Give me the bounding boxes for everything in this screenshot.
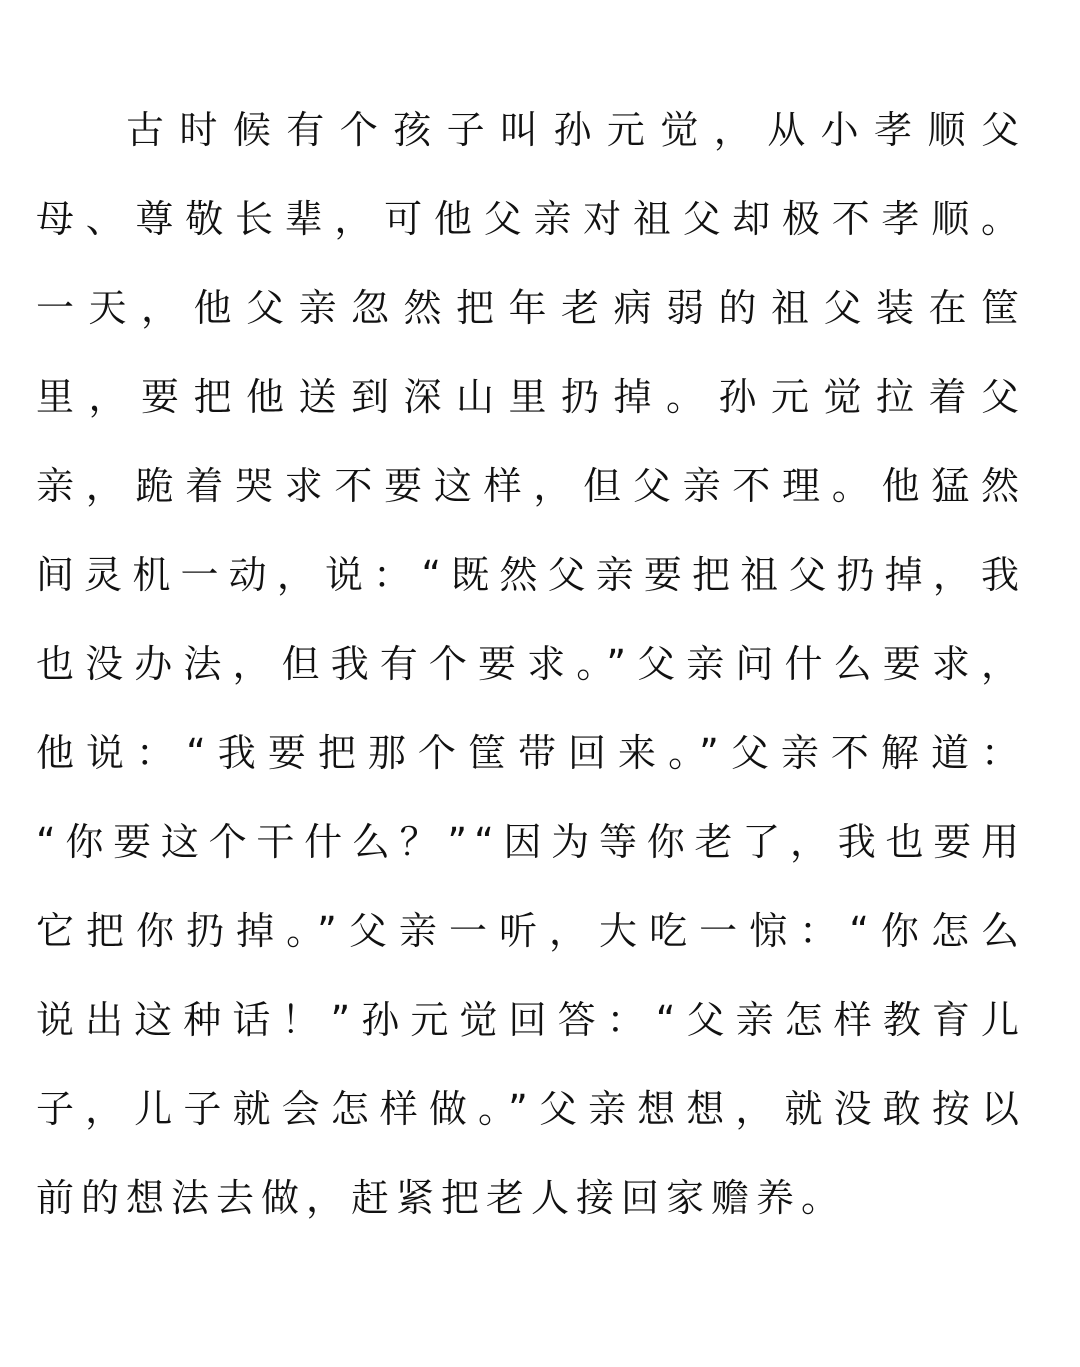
story-paragraph <box>36 86 1026 1243</box>
paragraph-line-2: 母、尊敬长辈，可他父亲对祖父却极不孝顺。 <box>36 197 1026 241</box>
paragraph-line-8: 他说：“我要把那个筐带回来。”父亲不解道： <box>36 731 1026 775</box>
paragraph-line-9: “你要这个干什么？”“因为等你老了，我也要用 <box>36 820 1026 864</box>
paragraph-line-11: 说出这种话！”孙元觉回答：“父亲怎样教育儿 <box>36 998 1026 1042</box>
paragraph-line-3: 一天，他父亲忽然把年老病弱的祖父装在筐 <box>36 286 1026 330</box>
paragraph-line-1: 古时候有个孩子叫孙元觉，从小孝顺父 <box>126 108 1026 152</box>
paragraph-line-10: 它把你扔掉。”父亲一听，大吃一惊：“你怎么 <box>36 909 1026 953</box>
paragraph-line-6: 间灵机一动，说：“既然父亲要把祖父扔掉，我 <box>36 553 1026 597</box>
paragraph-line-7: 也没办法，但我有个要求。”父亲问什么要求， <box>36 642 1026 686</box>
paragraph-line-13: 前的想法去做，赶紧把老人接回家赡养。 <box>36 1176 847 1220</box>
paragraph-line-12: 子，儿子就会怎样做。”父亲想想，就没敢按以 <box>36 1087 1026 1131</box>
paragraph-line-4: 里，要把他送到深山里扔掉。孙元觉拉着父 <box>36 375 1026 419</box>
paragraph-line-5: 亲，跪着哭求不要这样，但父亲不理。他猛然 <box>36 464 1026 508</box>
